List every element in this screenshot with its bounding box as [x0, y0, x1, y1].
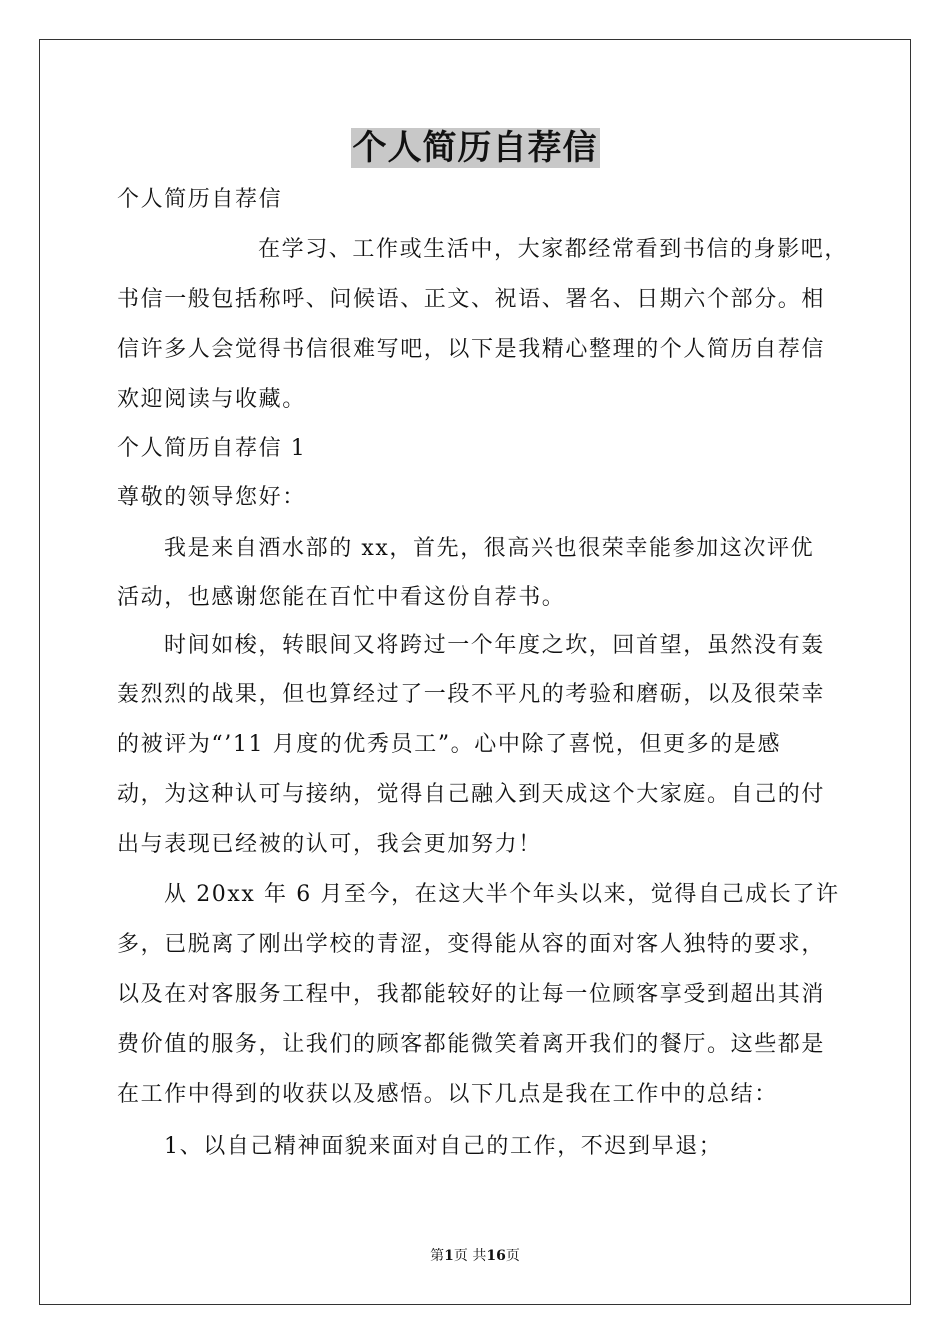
footer-current-page: 1 [444, 1248, 454, 1264]
footer-prefix: 第 [430, 1248, 445, 1264]
paragraph-line: 以及在对客服务工程中，我都能较好的让每一位顾客享受到超出其消 [117, 982, 826, 1007]
paragraph-line: 书信一般包括称呼、问候语、正文、祝语、署名、日期六个部分。相 [117, 287, 826, 312]
list-item: 1、以自己精神面貌来面对自己的工作，不迟到早退； [164, 1134, 723, 1159]
paragraph-line: 费价值的服务，让我们的顾客都能微笑着离开我们的餐厅。这些都是 [117, 1032, 826, 1057]
paragraph-line: 从 20xx 年 6 月至今，在这大半个年头以来，觉得自己成长了许 [164, 882, 840, 907]
paragraph-line: 活动，也感谢您能在百忙中看这份自荐书。 [117, 585, 566, 610]
page-footer [0, 1247, 950, 1265]
footer-mid: 页 共 [453, 1248, 487, 1264]
document-title: 个人简历自荐信 [352, 128, 598, 168]
document-subtitle: 个人简历自荐信 [117, 187, 283, 212]
paragraph-line: 欢迎阅读与收藏。 [117, 387, 306, 412]
paragraph-line: 的被评为“’11 月度的优秀员工”。心中除了喜悦，但更多的是感 [117, 732, 782, 757]
paragraph-line: 动，为这种认可与接纳，觉得自己融入到天成这个大家庭。自己的付 [117, 782, 826, 807]
paragraph-line: 时间如梭，转眼间又将跨过一个年度之坎，回首望，虽然没有轰 [164, 633, 825, 658]
paragraph-line: 轰烈烈的战果，但也算经过了一段不平凡的考验和磨砺，以及很荣幸 [117, 682, 826, 707]
paragraph-line: 我是来自酒水部的 xx，首先，很高兴也很荣幸能参加这次评优 [164, 536, 815, 561]
paragraph-line: 在学习、工作或生活中，大家都经常看到书信的身影吧， [258, 237, 849, 262]
paragraph-line: 多，已脱离了刚出学校的青涩，变得能从容的面对客人独特的要求， [117, 932, 826, 957]
paragraph-line: 信许多人会觉得书信很难写吧，以下是我精心整理的个人简历自荐信 [117, 337, 826, 362]
salutation: 尊敬的领导您好： [117, 485, 306, 510]
page-border [39, 39, 911, 1305]
section-heading: 个人简历自荐信 1 [117, 436, 307, 461]
paragraph-line: 在工作中得到的收获以及感悟。以下几点是我在工作中的总结： [117, 1082, 778, 1107]
footer-total-pages: 16 [486, 1248, 506, 1264]
title-container [0, 128, 950, 168]
footer-suffix: 页 [505, 1248, 520, 1264]
paragraph-line: 出与表现已经被的认可，我会更加努力！ [117, 832, 542, 857]
